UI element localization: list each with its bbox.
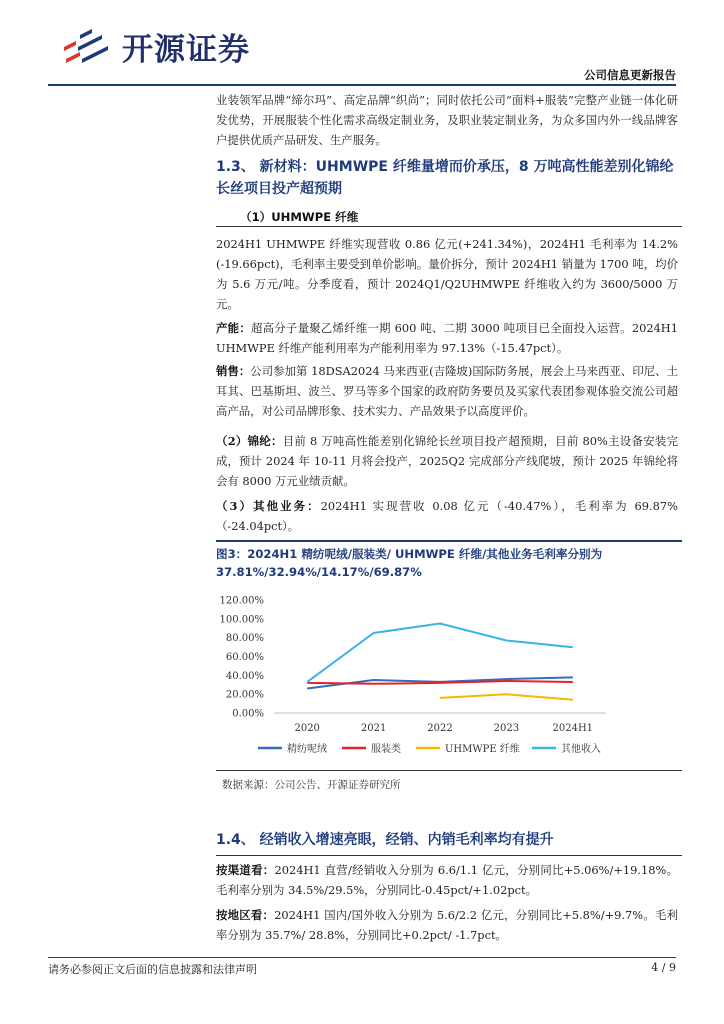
series-lines: [307, 624, 573, 700]
region-paragraph: [216, 905, 678, 945]
capacity-label: 产能：: [216, 321, 251, 335]
y-tick-label: 40.00%: [225, 670, 264, 682]
page-header: [0, 0, 724, 86]
figure-top-rule: [216, 540, 682, 542]
header-divider: [48, 84, 676, 86]
sales-text: 公司参加第 18DSA2024 马来西亚(吉隆坡)国际防务展，展会上马来西亚、印尼、土耳其、巴基斯坦、波兰、罗马等多个国家的政府防务要员及买家代表团参观体验交流公司超高产品，对公司品牌形象、技术实力、产品效果予以高度评价。: [216, 364, 678, 418]
capacity-paragraph: [216, 318, 678, 358]
figure-source: 数据来源：公司公告、开源证券研究所: [222, 779, 401, 791]
x-tick-label: 2021: [360, 723, 387, 734]
series-line-3: [307, 624, 573, 682]
chart-legend: [258, 742, 601, 755]
region-text: 2024H1 国内/国外收入分别为 5.6/2.2 亿元，分别同比+5.8%/+9.7%。毛利率分别为 35.7%/ 28.8%，分别同比+0.2pct/ -1.7pct。: [216, 908, 678, 942]
x-tick-label: 2023: [493, 723, 520, 734]
figure-bottom-rule: [216, 770, 682, 771]
report-type: 公司信息更新报告: [584, 68, 676, 82]
nylon-text: 目前 8 万吨高性能差别化锦纶长丝项目投产超预期，目前 80%主设备安装完成，预计 2024 年 10-11 月将会投产，2025Q2 完成部分产线爬坡，预计 2025 年锦纶将会有 8000 万元业绩贡献。: [216, 434, 678, 488]
capacity-text: 超高分子量聚乙烯纤维一期 600 吨、二期 3000 吨项目已全面投入运营。2024H1 UHMWPE 纤维产能利用率为产能利用率为 97.13%（-15.47pct）。: [216, 321, 678, 355]
region-label: 按地区看：: [216, 908, 275, 922]
sales-paragraph: [216, 361, 678, 421]
subsection-uhmwpe-title: （1）UHMWPE 纤维: [240, 210, 359, 224]
other-business-paragraph: [216, 496, 678, 536]
uhmwpe-paragraph: 2024H1 UHMWPE 纤维实现营收 0.86 亿元(+241.34%)，2024H1 毛利率为 14.2%(-19.66pct)，毛利率主要受到单价影响。量价拆分，预计 2024H1 销量为 1700 吨，均价为 5.6 万元/吨。分季度看，预计 2024Q1/Q2UHMWPE 纤维收入约为 3600/5000 万元。: [216, 237, 678, 311]
legend-label: 精纺呢绒: [287, 744, 327, 755]
other-business-label: （3）其他业务：: [216, 499, 321, 513]
x-tick-label: 2020: [294, 723, 320, 734]
x-tick-label: 2024H1: [552, 723, 594, 734]
section-1-3-title: 1.3、 新材料：UHMWPE 纤维量增而价承压，8 万吨高性能差别化锦纶长丝项目投产超预期: [216, 159, 674, 197]
y-tick-label: 80.00%: [225, 633, 264, 645]
brand-name: 开源证券: [122, 32, 250, 68]
series-line-2: [440, 694, 573, 700]
logo-mark-icon: [62, 25, 112, 69]
other-business-text: 2024H1 实现营收 0.08 亿元（-40.47%），毛利率为 69.87%（-24.04pct）。: [216, 499, 678, 533]
intro-paragraph: 业装领军品牌“缔尔玛”、高定品牌“织尚”；同时依托公司“面料+服装”完整产业链一体化研发优势，开展服装个性化需求高级定制业务，及职业装定制业务，为众多国内外一线品牌客户提供优质产品研发、生产服务。: [216, 93, 678, 147]
y-tick-label: 60.00%: [225, 652, 264, 663]
legend-label: 服装类: [371, 744, 401, 755]
channel-paragraph: [216, 860, 678, 900]
logo: [62, 24, 250, 69]
figure-3-title: 图3：2024H1 精纺呢绒/服装类/ UHMWPE 纤维/其他业务毛利率分别为 37.81%/32.94%/14.17%/69.87%: [216, 547, 603, 579]
channel-label: 按渠道看：: [216, 863, 275, 877]
subsection-divider: [216, 226, 682, 227]
sales-label: 销售：: [216, 364, 251, 378]
y-tick-label: 120.00%: [219, 595, 264, 607]
y-tick-label: 20.00%: [225, 689, 264, 701]
margin-line-chart: [216, 590, 616, 768]
nylon-label: （2）锦纶：: [216, 434, 283, 448]
x-axis-labels: [294, 723, 593, 734]
page-number: 4 / 9: [651, 961, 676, 974]
channel-text: 2024H1 直营/经销收入分别为 6.6/1.1 亿元，分别同比+5.06%/+19.18%。毛利率分别为 34.5%/29.5%，分别同比-0.45pct/+1.02pct。: [216, 863, 678, 897]
section-1-4-title: 1.4、 经销收入增速亮眼，经销、内销毛利率均有提升: [216, 832, 554, 848]
footer-divider: [48, 957, 676, 958]
nylon-paragraph: [216, 431, 678, 491]
y-tick-label: 100.00%: [219, 614, 264, 626]
y-axis-ticks: [220, 596, 265, 720]
legend-label: 其他收入: [561, 744, 601, 755]
x-tick-label: 2022: [427, 723, 453, 734]
section-1-4-divider: [216, 855, 682, 856]
y-tick-label: 0.00%: [232, 708, 264, 720]
legend-label: UHMWPE 纤维: [445, 744, 520, 755]
disclaimer-text: 请务必参阅正文后面的信息披露和法律声明: [48, 963, 257, 976]
